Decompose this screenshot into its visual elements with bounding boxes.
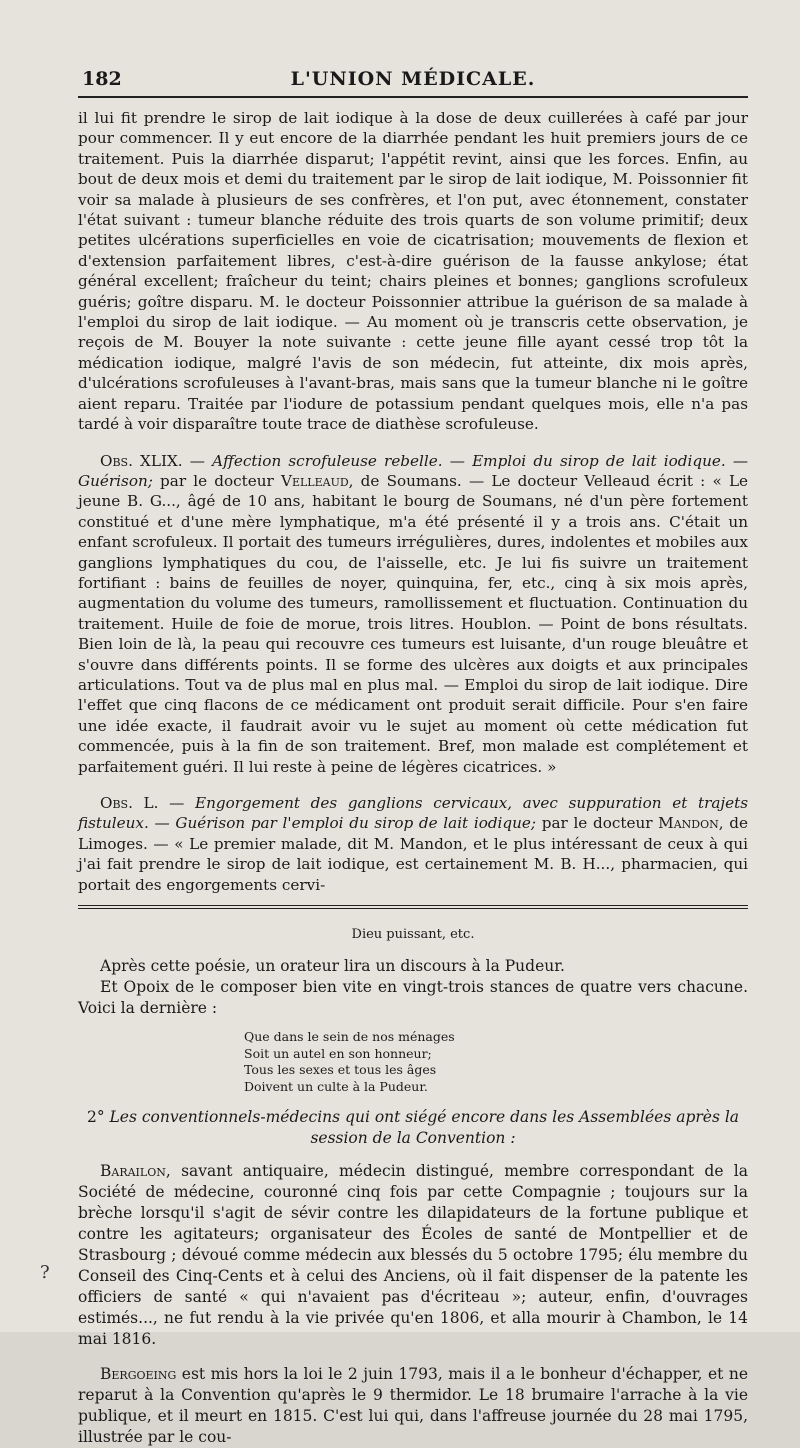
caption: Dieu puissant, etc. — [351, 927, 475, 943]
entry-bergoeing — [78, 1364, 748, 1448]
obs-author: Velleaud — [281, 471, 349, 490]
entry-text: , savant antiquaire, médecin distingué, membre correspondant de la Société de médecine, couronné cinq fois par cette Compagnie ; toujours sur la brèche lorsqu'il s'agit de sévir contre les dilapidateurs de la fortune publique et contre les agitateurs; organisateur des Écoles de santé de Montpellier et de Strasbourg ; dévoué comme médecin aux blessés du 5 octobre 1795; élu membre du Conseil des Cinq-Cents et à celui des Anciens, où il fait dispenser de la patente les officiers de santé « qui n'avaient pas d'écriteau »; auteur, enfin, d'ouvrages estimés..., ne fut rendu à la vie privée qu'en 1806, et alla mourir à Chambon, le 14 mai 1816. — [78, 1162, 748, 1349]
entry-barailon — [78, 1161, 748, 1350]
obs-title: Engorgement des ganglions cervicaux, avec suppuration et trajets fistuleux. — Guérison par l'emploi du sirop de lait iodique; — [78, 794, 749, 833]
header-rule — [78, 96, 748, 98]
obs-title: Affection scrofuleuse rebelle. — [212, 451, 443, 470]
obs-label: Obs. L. — [100, 794, 159, 812]
paragraph-continuation: il lui fit prendre le sirop de lait iodique à la dose de deux cuillerées à café par jour pour commencer. Il y eut encore de la diarrhée pendant les huit premiers jours de ce traitement. Puis la diarrhée disparut; l'appétit revint, ainsi que les forces. Enfin, au bout de deux mois et demi du traitement par le sirop de lait iodique, M. Poissonnier fit voir sa malade à plusieurs de ses confrères, et l'on put, avec étonnement, constater l'état suivant : tumeur blanche réduite des trois quarts de son volume primitif; deux petites ulcérations superficielles en voie de cicatrisation; mouvements de flexion et d'extension parfaitement libres, c'est-à-dire guérison de la fausse ankylose; état général excellent; fraîcheur du teint; chairs pleines et bonnes; ganglions scrofuleux guéris; goître disparu. M. le docteur Poissonnier attribue la guérison de sa malade à l'emploi du sirop de lait iodique. — Au moment où je transcris cette observation, je reçois de M. Bouyer la note suivante : cette jeune fille ayant cessé trop tôt la médication iodique, malgré l'avis de son médecin, fut atteinte, dix mois après, d'ulcérations scrofuleuses à l'avant-bras, mais sans que la tumeur blanche ni le goître aient reparu. Traitée par l'iodure de potassium pendant quelques mois, elle n'a pas tardé à voir disparaître toute trace de diathèse scrofuleuse. — [78, 109, 748, 434]
dash: — — [169, 794, 185, 812]
observation-50 — [78, 793, 748, 895]
poem-stanza — [244, 1029, 748, 1095]
poem-line: Soit un autel en son honneur; — [244, 1045, 432, 1061]
obs-text: Le docteur Velleaud écrit : « Le jeune B. G..., âgé de 10 ans, habitant le bourg de Soumans, né d'un père fortement constitué et d'une mère lymphatique, m'a été présenté il y a trois ans. C'était un enfant scrofuleux. Il portait des tumeurs irrégulières, dures, indolentes et mobiles aux ganglions lymphatiques du cou, de l'aisselle, etc. Je lui fis suivre un traitement fortifiant : bains de feuilles de noyer, quinquina, fer, etc., cinq à six mois après, augmentation du volume des tumeurs, ramollissement et fluctuation. Continuation du traitement. Huile de foie de morue, trois litres. Houblon. — Point de bons résultats. Bien loin de là, la peau qui recouvre ces tumeurs est luisante, d'un rouge bleuâtre et s'ouvre dans différents points. Il se forme des ulcères aux doigts et aux principales articulations. Tout va de plus mal en plus mal. — Emploi du sirop de lait iodique. Dire l'effet que cinq flacons de ce médicament ont produit serait difficile. Pour s'en faire une idée exacte, il faudrait avoir vu le sujet au moment où cette médication fut commencée, puis à la fin de son traitement. Bref, mon malade est complétement et parfaitement guéri. Il lui reste à peine de légères cicatrices. » — [78, 471, 749, 776]
section-number: 2° — [86, 1108, 105, 1127]
obs-subtitle: Emploi du sirop de lait iodique. — Guérison; — [78, 451, 749, 490]
paragraph: Et Opoix de le composer bien vite en vingt-trois stances de quatre vers chacune. Voici la dernière : — [78, 978, 748, 1018]
paragraph: Après cette poésie, un orateur lira un discours à la Pudeur. — [100, 957, 565, 976]
article-body — [78, 108, 748, 895]
margin-mark: ? — [40, 1262, 50, 1283]
dash: — — [449, 451, 465, 470]
page-header — [78, 62, 748, 92]
entry-name: Barailon — [100, 1162, 166, 1181]
section-title: Les conventionnels-médecins qui ont siégé encore dans les Assemblées après la session de la Convention : — [109, 1108, 740, 1148]
feuilleton-rule — [78, 905, 748, 909]
poem-line: Doivent un culte à la Pudeur. — [244, 1078, 428, 1094]
obs-text: « Le premier malade, dit M. Mandon, et le plus intéressant de ceux à qui j'ai fait prendre le sirop de lait iodique, est certainement M. B. H..., pharmacien, qui portait des engorgements cervi- — [78, 834, 748, 894]
obs-by: par le docteur — [160, 471, 274, 490]
obs-author: Mandon — [658, 814, 719, 833]
obs-label: Obs. XLIX. — [100, 451, 183, 470]
poem-line: Que dans le sein de nos ménages — [244, 1029, 455, 1045]
entry-text: est mis hors la loi le 2 juin 1793, mais il a le bonheur d'échapper, et ne reparut à la Convention qu'après le 9 thermidor. Le 18 brumaire l'arrache à la vie publique, et il meurt en 1815. C'est lui qui, dans l'affreuse journée du 28 mai 1795, illustrée par le cou- — [78, 1365, 748, 1447]
journal-title: L'UNION MÉDICALE. — [290, 68, 536, 90]
obs-by: par le docteur — [541, 814, 653, 833]
section-heading — [78, 1107, 748, 1149]
dash: — — [189, 451, 205, 470]
obs-place: , de Soumans. — — [348, 471, 485, 490]
entry-name: Bergoeing — [100, 1365, 177, 1384]
feuilleton — [78, 927, 748, 1448]
page-number: 182 — [82, 68, 122, 90]
observation-49 — [78, 451, 748, 778]
obs-place: , de Limoges. — — [78, 814, 748, 853]
poem-line: Tous les sexes et tous les âges — [244, 1062, 437, 1078]
